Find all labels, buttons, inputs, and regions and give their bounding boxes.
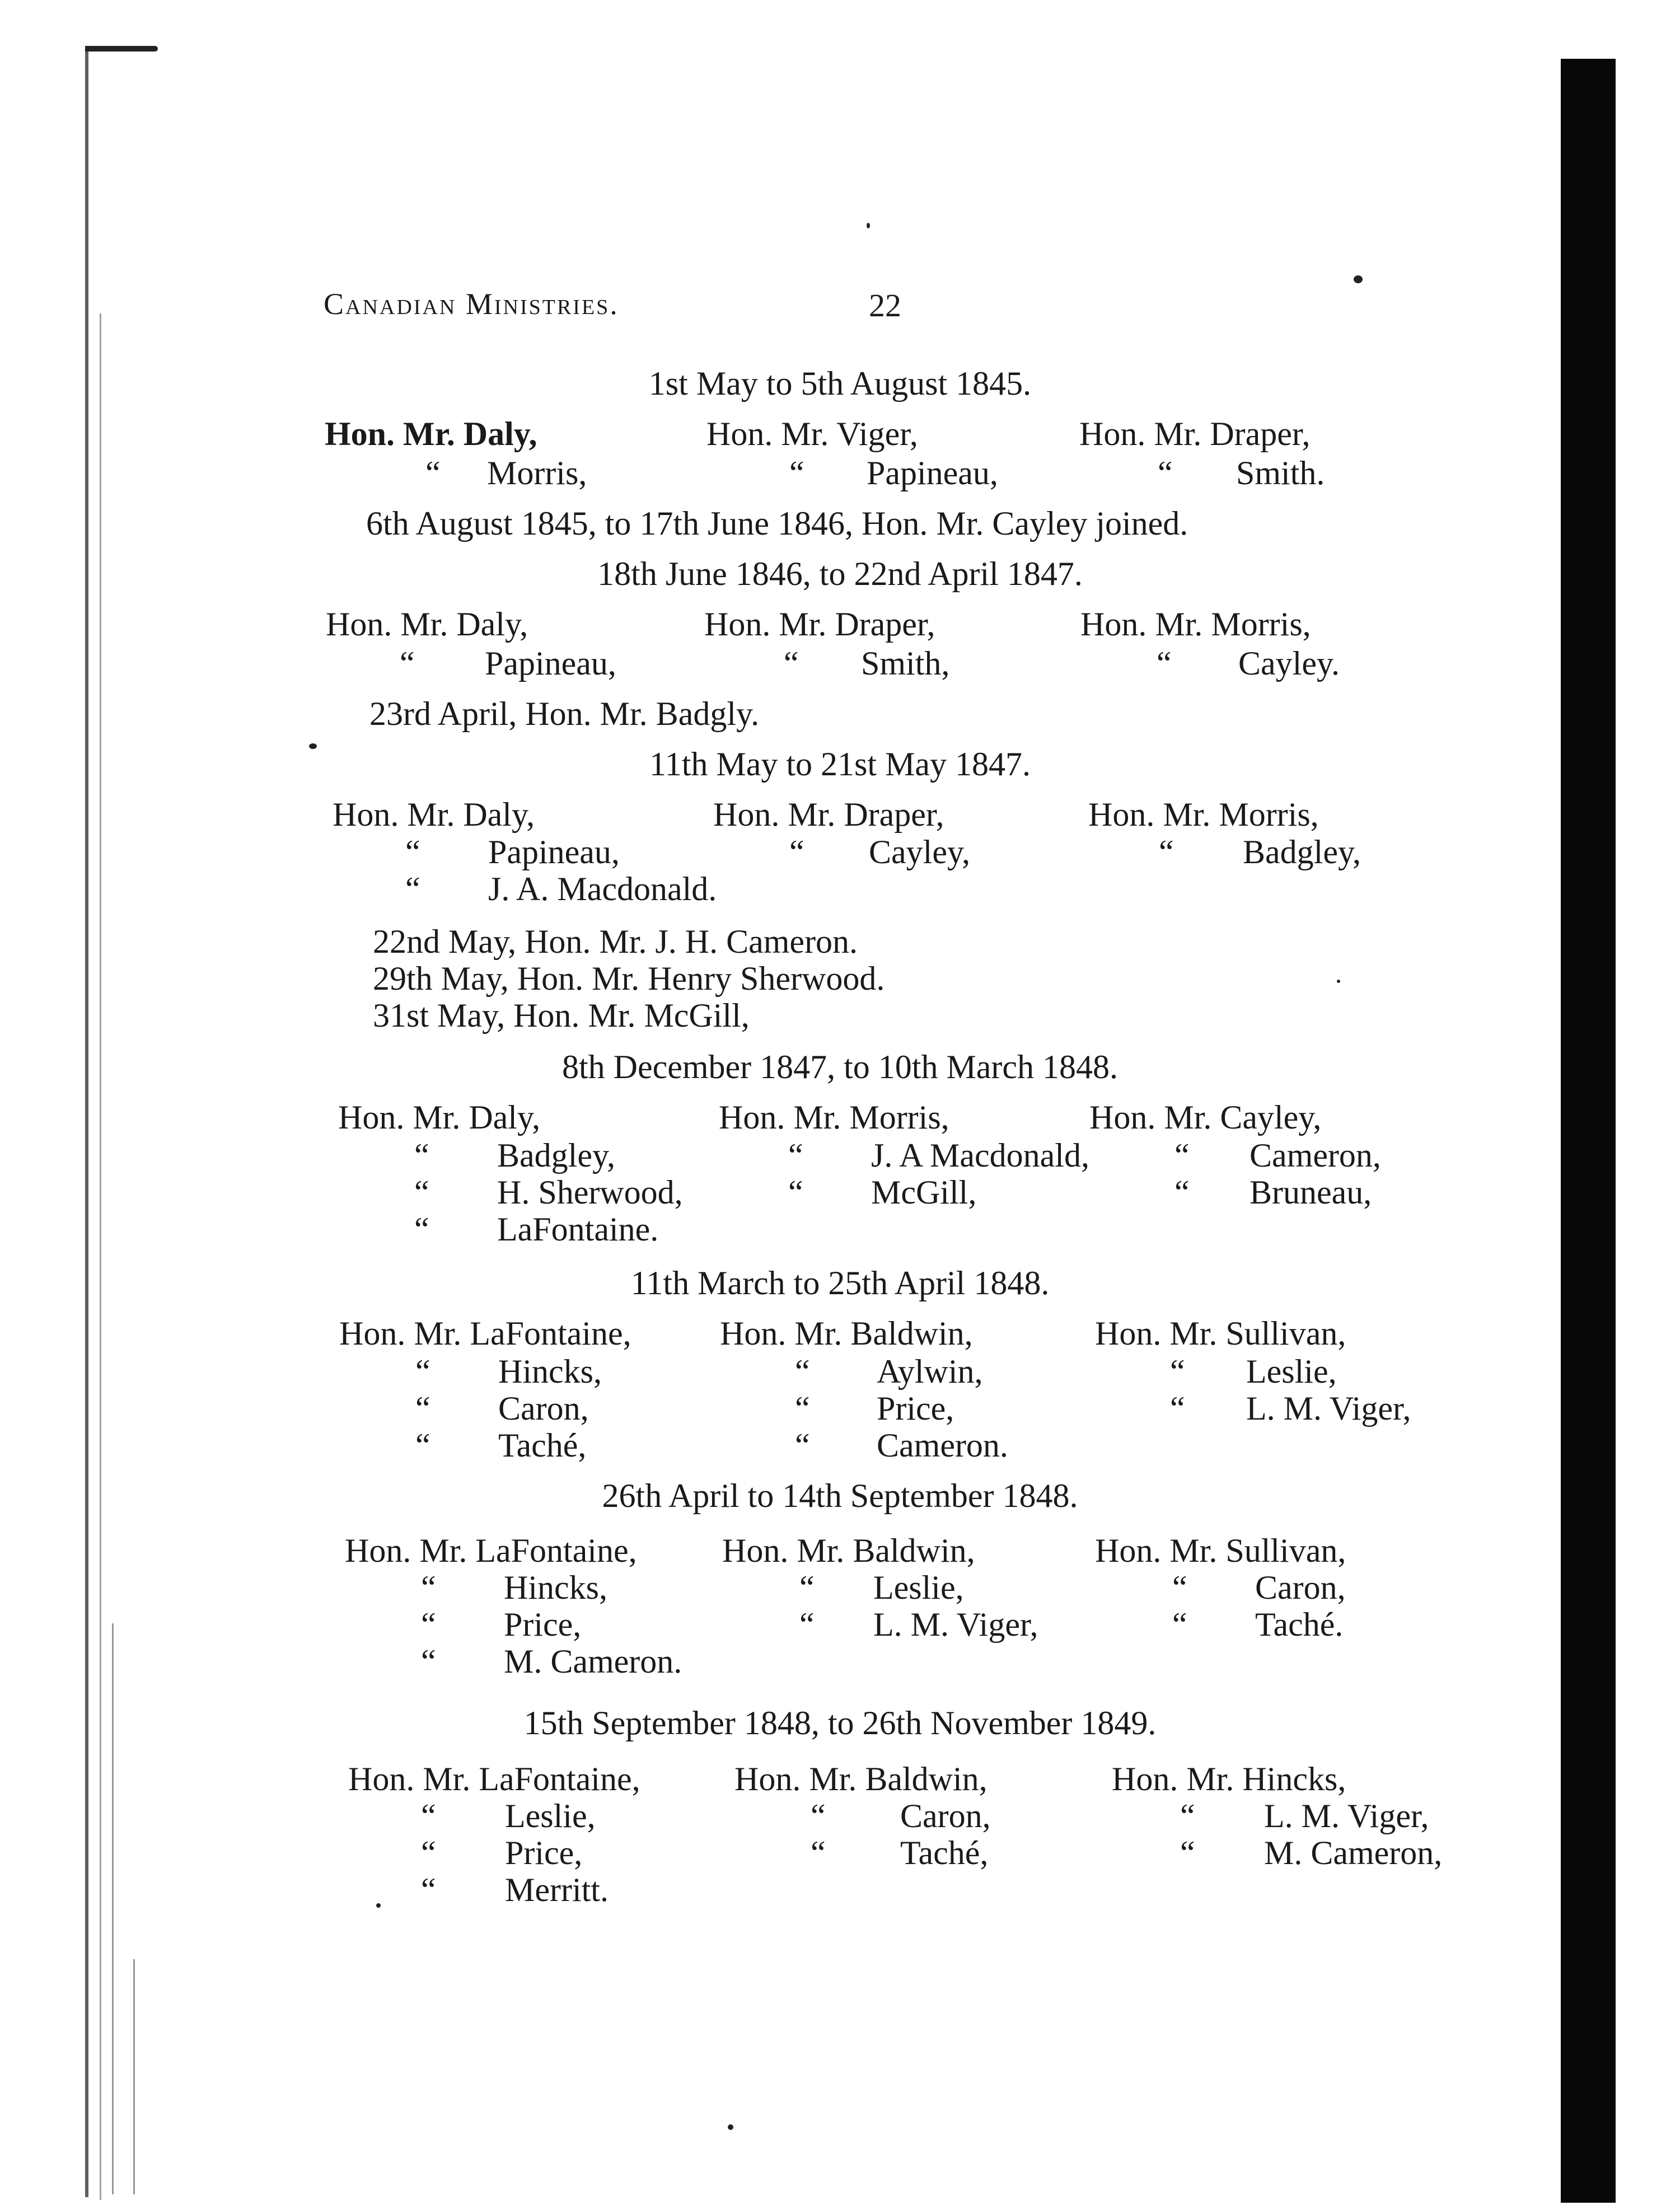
minister-entry: L. M. Viger,	[873, 1606, 1038, 1643]
scan-speck	[867, 223, 870, 228]
minister-entry: Hon. Mr. Morris,	[719, 1099, 949, 1136]
minister-entry: Hon. Mr. Baldwin,	[734, 1760, 988, 1797]
minister-entry: Badgley,	[497, 1137, 616, 1174]
minister-entry: Hon. Mr. Viger,	[706, 415, 918, 452]
minister-entry: Hon. Mr. Hincks,	[1112, 1760, 1346, 1797]
scan-speck	[1354, 275, 1363, 283]
minister-entry: Merritt.	[505, 1871, 609, 1908]
ditto-mark: “	[1174, 1174, 1190, 1211]
ditto-mark: “	[811, 1797, 826, 1834]
scan-speck	[1337, 980, 1340, 983]
ditto-mark: “	[788, 1137, 803, 1174]
minister-entry: Leslie,	[1246, 1353, 1337, 1390]
appointment-note: 22nd May, Hon. Mr. J. H. Cameron.	[373, 923, 858, 960]
period-heading: 11th March to 25th April 1848.	[630, 1265, 1050, 1301]
ditto-mark: “	[1159, 834, 1174, 870]
minister-entry: L. M. Viger,	[1264, 1797, 1429, 1834]
scan-left-edge-line	[133, 1959, 135, 2194]
ditto-mark: “	[414, 1211, 429, 1248]
ditto-mark: “	[421, 1569, 436, 1606]
ditto-mark: “	[799, 1606, 815, 1643]
ditto-mark: “	[795, 1390, 810, 1427]
appointment-note: 31st May, Hon. Mr. McGill,	[373, 997, 750, 1034]
minister-entry: Hon. Mr. Morris,	[1088, 796, 1319, 833]
minister-entry: Hon. Mr. Daly,	[325, 415, 537, 452]
ditto-mark: “	[421, 1834, 436, 1871]
minister-entry: Cayley,	[869, 834, 971, 870]
minister-entry: Hon. Mr. LaFontaine,	[339, 1315, 631, 1352]
period-heading: 26th April to 14th September 1848.	[602, 1477, 1078, 1514]
minister-entry: Badgley,	[1243, 834, 1361, 870]
ditto-mark: “	[1172, 1606, 1187, 1643]
minister-entry: Hon. Mr. Cayley,	[1089, 1099, 1322, 1136]
minister-entry: Hon. Mr. Daly,	[333, 796, 535, 833]
minister-entry: M. Cameron,	[1264, 1834, 1443, 1871]
ditto-mark: “	[1172, 1569, 1187, 1606]
ditto-mark: “	[1157, 645, 1172, 682]
minister-entry: Hon. Mr. Baldwin,	[722, 1532, 975, 1569]
minister-entry: Papineau,	[867, 455, 998, 491]
minister-entry: Hincks,	[504, 1569, 607, 1606]
period-heading: 15th September 1848, to 26th November 1849.	[523, 1705, 1157, 1741]
minister-entry: Cameron.	[877, 1427, 1008, 1464]
ditto-mark: “	[789, 455, 804, 491]
minister-entry: LaFontaine.	[497, 1211, 659, 1248]
ditto-mark: “	[1170, 1353, 1185, 1390]
ditto-mark: “	[415, 1390, 430, 1427]
scan-corner-mark	[85, 46, 158, 51]
minister-entry: Caron,	[498, 1390, 589, 1427]
minister-entry: Price,	[505, 1834, 583, 1871]
page-number: 22	[869, 287, 901, 324]
ditto-mark: “	[421, 1871, 436, 1908]
minister-entry: H. Sherwood,	[497, 1174, 683, 1211]
appointment-note: 23rd April, Hon. Mr. Badgly.	[369, 695, 760, 732]
minister-entry: Hon. Mr. Draper,	[1079, 415, 1311, 452]
minister-entry: Caron,	[1255, 1569, 1346, 1606]
ditto-mark: “	[788, 1174, 803, 1211]
minister-entry: Hon. Mr. Daly,	[326, 606, 528, 643]
ditto-mark: “	[425, 455, 441, 491]
ditto-mark: “	[405, 870, 420, 907]
ditto-mark: “	[414, 1174, 429, 1211]
ditto-mark: “	[795, 1427, 810, 1464]
minister-entry: Cameron,	[1250, 1137, 1381, 1174]
period-heading: 1st May to 5th August 1845.	[648, 365, 1032, 402]
minister-entry: Taché,	[900, 1834, 989, 1871]
ditto-mark: “	[414, 1137, 429, 1174]
minister-entry: Aylwin,	[877, 1353, 983, 1390]
ditto-mark: “	[1158, 455, 1173, 491]
minister-entry: Hon. Mr. Baldwin,	[720, 1315, 973, 1352]
period-heading: 8th December 1847, to 10th March 1848.	[561, 1048, 1119, 1085]
minister-entry: Leslie,	[873, 1569, 964, 1606]
minister-entry: Hon. Mr. Sullivan,	[1095, 1532, 1346, 1569]
appointment-note: 29th May, Hon. Mr. Henry Sherwood.	[373, 960, 885, 997]
minister-entry: Smith,	[861, 645, 950, 682]
ditto-mark: “	[795, 1353, 810, 1390]
minister-entry: Taché.	[1255, 1606, 1344, 1643]
minister-entry: Taché,	[498, 1427, 587, 1464]
ditto-mark: “	[415, 1427, 430, 1464]
ditto-mark: “	[1180, 1797, 1195, 1834]
minister-entry: Cayley.	[1238, 645, 1340, 682]
ditto-mark: “	[421, 1643, 436, 1680]
minister-entry: Price,	[877, 1390, 954, 1427]
minister-entry: Papineau,	[485, 645, 616, 682]
ditto-mark: “	[405, 834, 420, 870]
minister-entry: Hon. Mr. Morris,	[1080, 606, 1311, 643]
minister-entry: Smith.	[1236, 455, 1325, 491]
minister-entry: Hon. Mr. Daly,	[338, 1099, 541, 1136]
minister-entry: Hon. Mr. Sullivan,	[1095, 1315, 1346, 1352]
minister-entry: Price,	[504, 1606, 582, 1643]
ditto-mark: “	[784, 645, 799, 682]
scan-speck	[728, 2124, 733, 2130]
minister-entry: McGill,	[871, 1174, 977, 1211]
minister-entry: J. A Macdonald,	[871, 1137, 1089, 1174]
ditto-mark: “	[415, 1353, 430, 1390]
minister-entry: Morris,	[487, 455, 587, 491]
ditto-mark: “	[811, 1834, 826, 1871]
minister-entry: Hincks,	[498, 1353, 602, 1390]
period-heading: 18th June 1846, to 22nd April 1847.	[597, 555, 1083, 592]
minister-entry: Hon. Mr. LaFontaine,	[345, 1532, 637, 1569]
ditto-mark: “	[421, 1606, 436, 1643]
minister-entry: Hon. Mr. LaFontaine,	[348, 1760, 640, 1797]
ditto-mark: “	[789, 834, 804, 870]
minister-entry: L. M. Viger,	[1246, 1390, 1411, 1427]
period-heading: 11th May to 21st May 1847.	[649, 746, 1031, 783]
appointment-note: 6th August 1845, to 17th June 1846, Hon. Mr. Cayley joined.	[366, 505, 1188, 542]
ditto-mark: “	[421, 1797, 436, 1834]
ditto-mark: “	[1180, 1834, 1195, 1871]
minister-entry: Hon. Mr. Draper,	[704, 606, 935, 643]
ditto-mark: “	[799, 1569, 815, 1606]
minister-entry: Bruneau,	[1250, 1174, 1372, 1211]
ditto-mark: “	[1174, 1137, 1190, 1174]
minister-entry: Hon. Mr. Draper,	[713, 796, 944, 833]
minister-entry: Caron,	[900, 1797, 991, 1834]
minister-entry: M. Cameron.	[504, 1643, 682, 1680]
minister-entry: Papineau,	[488, 834, 620, 870]
scan-left-edge-line	[100, 313, 101, 2200]
running-title: Canadian Ministries.	[324, 287, 619, 321]
ditto-mark: “	[1170, 1390, 1185, 1427]
minister-entry: Leslie,	[505, 1797, 596, 1834]
scan-speck	[376, 1903, 381, 1908]
minister-entry: J. A. Macdonald.	[488, 870, 717, 907]
ditto-mark: “	[400, 645, 415, 682]
